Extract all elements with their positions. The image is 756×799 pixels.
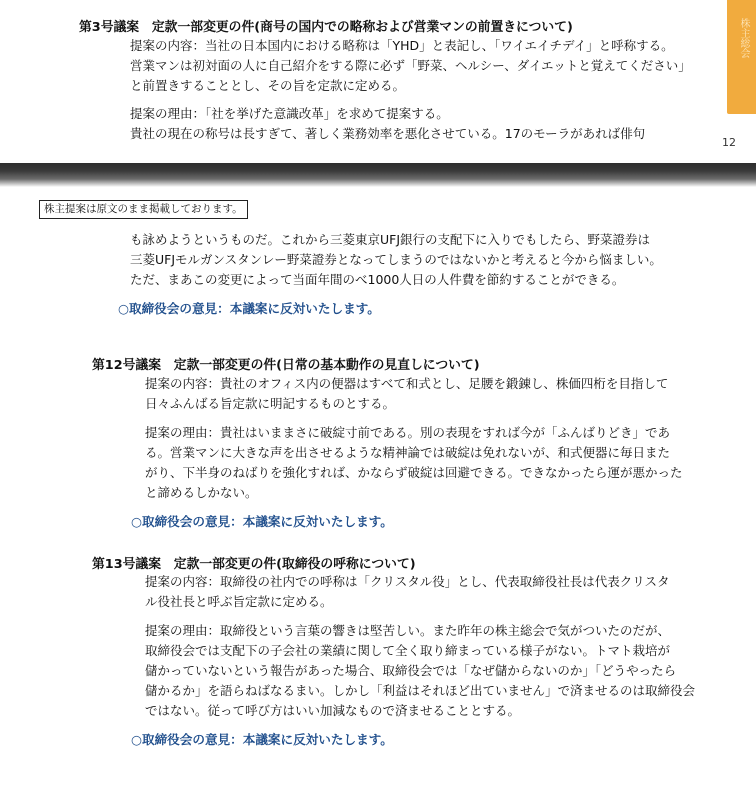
- item13-reason-line-4: 儲かるか」を語らねばなるまい。しかし「利益はそれほど出ていません」で済ませるのは取締役会: [145, 683, 696, 698]
- item12-content-line-2: 日々ふんばる旨定款に明記するものとする。: [145, 396, 396, 411]
- item12-reason-line-2: る。営業マンに大きな声を出させるような精神論では破綻は免れないが、和式便器に毎日また: [145, 445, 671, 460]
- item3-content-line-3: と前置きすることとし、その旨を定款に定める。: [130, 78, 406, 93]
- item13-content-line-2: ル役社長と呼ぶ旨定款に定める。: [145, 594, 333, 609]
- side-tab-label: 株主総会: [738, 18, 749, 58]
- item13-reason-line-5: ではない。従って呼び方はいい加減なもので済ませることとする。: [145, 703, 521, 718]
- previous-page: [0, 0, 756, 163]
- item3-continued-line-2: 三菱UFJモルガンスタンレー野菜證券となってしまうのではないかと考えると今から悩ましい。: [130, 252, 662, 267]
- item12-content-line-1: 提案の内容：貴社のオフィス内の便器はすべて和式とし、足腰を鍛錬し、株価四桁を目指して: [145, 376, 669, 391]
- item3-board-opinion: ○取締役会の意見：本議案に反対いたします。: [118, 301, 380, 316]
- item13-reason-line-3: 儲かっていないという報告があった場合、取締役会では「なぜ儲からないのか」「どうやったら: [145, 663, 677, 678]
- item12-reason-line-1: 提案の理由：貴社はいままさに破綻寸前である。別の表現をすれば今が「ふんばりどき」であ: [145, 425, 671, 440]
- item3-content-line-1: 提案の内容：当社の日本国内における略称は「YHD」と表記し、「ワイエイチデイ」と呼称する。: [130, 38, 674, 53]
- item12-reason-line-3: がり、下半身のねばりを強化すれば、かならず破綻は回避できる。できなかったら運が悪かった: [145, 465, 683, 480]
- item3-reason-line-1: 提案の理由：「社を挙げた意識改革」を求めて提案する。: [130, 106, 449, 121]
- item13-title: 第13号議案 定款一部変更の件(取締役の呼称について): [92, 557, 416, 572]
- item3-reason-line-2: 貴社の現在の称号は長すぎて、著しく業務効率を悪化させている。17のモーラがあれば俳句: [130, 126, 646, 141]
- item13-reason-line-1: 提案の理由：取締役という言葉の響きは堅苦しい。また昨年の株主総会で気がついたのだが、: [145, 623, 671, 638]
- item12-board-opinion: ○取締役会の意見：本議案に反対いたします。: [131, 514, 393, 529]
- item13-board-opinion: ○取締役会の意見：本議案に反対いたします。: [131, 732, 393, 747]
- page-separator: [0, 163, 756, 187]
- item3-continued-line-1: も詠めようというものだ。これから三菱東京UFJ銀行の支配下に入りでもしたら、野菜證券は: [130, 232, 651, 247]
- item3-title: 第3号議案 定款一部変更の件(商号の国内での略称および営業マンの前置きについて): [79, 20, 573, 35]
- page-number: 12: [722, 136, 736, 149]
- item3-continued-line-3: ただ、まあこの変更によって当面年間のべ1000人日の人件費を節約することができる。: [130, 272, 625, 287]
- item13-reason-line-2: 取締役会では支配下の子会社の業績に関して全く取り締まっている様子がない。トマト栽培が: [145, 643, 671, 658]
- item12-reason-line-4: と諦めるしかない。: [145, 485, 258, 500]
- item3-content-line-2: 営業マンは初対面の人に自己紹介をする際に必ず「野菜、ヘルシー、ダイエットと覚えてください」: [130, 58, 691, 73]
- item12-title: 第12号議案 定款一部変更の件(日常の基本動作の見直しについて): [92, 358, 480, 373]
- item13-content-line-1: 提案の内容：取締役の社内での呼称は「クリスタル役」とし、代表取締役社長は代表クリスタ: [145, 574, 670, 589]
- shareholder-proposal-notice: 株主提案は原文のまま掲載しております。: [39, 200, 248, 219]
- section-side-tab: [727, 0, 756, 114]
